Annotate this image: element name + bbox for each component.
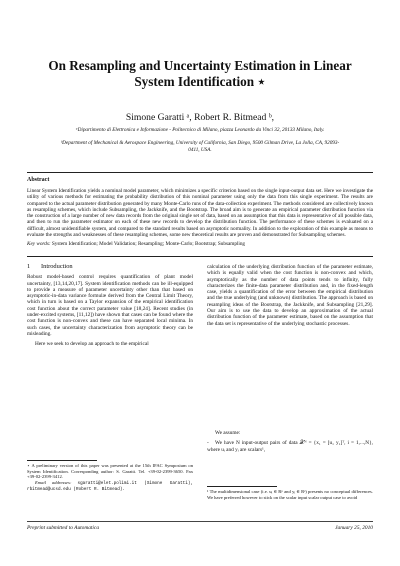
footer-preprint-note: Preprint submitted to Automatica: [27, 525, 100, 531]
section-heading: [27, 264, 193, 270]
footnote-right: ¹ The multidimensional case (i.e. uᵢ ∈ Rᵖ and yᵢ ∈ Rˢ) presents no conceptual differences. We have preferred however to stick on the scalar input scalar output case to avoid: [207, 489, 373, 500]
keywords: [27, 241, 373, 247]
affiliation-b: ᵇDepartment of Mechanical & Aerospace Engineering, University of California, San Diego, 9500 Gilman Drive, La Jolla, CA, 92093-0411, USA.: [60, 140, 340, 153]
footnote-email: [27, 480, 193, 493]
right-column: [207, 264, 373, 331]
intro-paragraph-1: Robust model-based control requires quantification of plant model uncertainty, [13,14,20,17]. System identification methods can be ill-equipped to provide a measure of parameter uncertainty other than that based on asymptotic-in-data variance formulæ derived from the Central Limit Theory, which in turn is based on a Taylor expansion of the empirical identification cost function about the correct parameter value [18,24]. Recent studies (in under-excited systems, [11,12]) have shown that cases can be found where the cost function is non-convex and these can have separated local minima. In such cases, the uncertainty characterization from asymptotic theory can be misleading.: [27, 274, 193, 337]
assumption-item: [207, 440, 373, 453]
assumption-text: We have N input-output pairs of data 𝒳ᴺ = {x₁ = [u₁ y₁]ᵀ, i = 1,...,N}, where uᵢ and yᵢ are scalars¹,: [207, 440, 373, 453]
abstract-text: Linear System Identification yields a nominal model parameter, which minimizes a specific criterion based on the single input-output data set. Here we investigate the utility of various methods for estimating the probability distribution of this nominal parameter using only the data from this single experiment. The results are compared to the actual parameter distribution generated by many Monte-Carlo runs of the data-collection experiment. The methods considered are collectively known as resampling schemes, which include Subsampling, the Jackknife, and the Bootstrap. The broad aim is to generate an empirical parameter distribution function via the construction of a large number of new data records from the original single set of data, based on an assumption that this data is representative of all possible data, and then to run the parameter estimator on each of these new records to develop the distribution function. The performance of these schemes is evaluated on a difficult, almost unidentifiable system, and compared to the standard results based on asymptotic normality. In addition to the exploration of this example as means to evaluate the strengths and weaknesses of these resampling schemes, some new theoretical results are proven and demonstrated for Subsampling schemes.: [27, 188, 373, 238]
footnote-rule-left: [27, 460, 97, 461]
footnote-star-text: ⋆ A preliminary version of this paper was presented at the 15th IFAC Symposium on System Identification. Corresponding author: S. Garatti. Tel. +39-02-2399-3650. Fax +39-02-2399-3412.: [27, 463, 193, 480]
assume-lead: We assume:: [215, 430, 241, 436]
email-addresses: sgaratti@elet.polimi.it (Simone Garatti), rbitmead@ucsd.edu (Robert R. Bitmead).: [27, 480, 193, 493]
footnote-left: [27, 463, 193, 493]
paper-title: On Resampling and Uncertainty Estimation in Linear System Identification ⋆: [48, 58, 352, 89]
abstract-bottom-rule: [27, 256, 373, 257]
intro-paragraph-2: Here we seek to develop an approach to the empirical: [35, 341, 149, 348]
affiliation-a: ᵃDipartimento di Elettronica e Informazione - Politecnico di Milano, piazza Leonardo da Vinci 32, 20133 Milano, Italy.: [75, 127, 325, 133]
keywords-label: Key words:: [27, 241, 51, 247]
email-label: Email addresses:: [35, 479, 72, 485]
section-title: Introduction: [41, 263, 73, 270]
footer-date: January 25, 2010: [335, 525, 373, 531]
intro-paragraph-3: calculation of the underlying distribution function of the parameter estimate, which is equally valid when the cost function is non-convex and which, asymptotically as the number of data points tends to infinity, fully characterizes the finite-data parameter distribution and, in the fixed-length case, yields a quantification of the error between the empirical distribution and the true underlying (and unknown) distribution. The approach is based on resampling ideas of the Bootstrap, the Jackknife, and Subsampling [21,29]. Our aim is to use the data to develop an approximation of the actual distribution function of the parameter estimate, based on the assumption that the data set is representative of the underlying stochastic processes.: [207, 264, 373, 327]
footer-rule: [27, 521, 373, 522]
footnote-rule-right: [207, 486, 277, 487]
abstract-heading: Abstract: [27, 177, 50, 183]
assumptions-block: [207, 430, 373, 457]
keywords-text: System Identification; Model Validation; Resampling; Monte-Carlo; Bootstrap; Subsampling: [50, 241, 246, 247]
abstract-top-rule: [27, 172, 373, 173]
paper-authors: Simone Garatti ᵃ, Robert R. Bitmead ᵇ,: [125, 112, 275, 123]
left-column: [27, 264, 193, 352]
bullet-dash: -: [207, 440, 209, 447]
section-number: 1: [27, 263, 31, 270]
